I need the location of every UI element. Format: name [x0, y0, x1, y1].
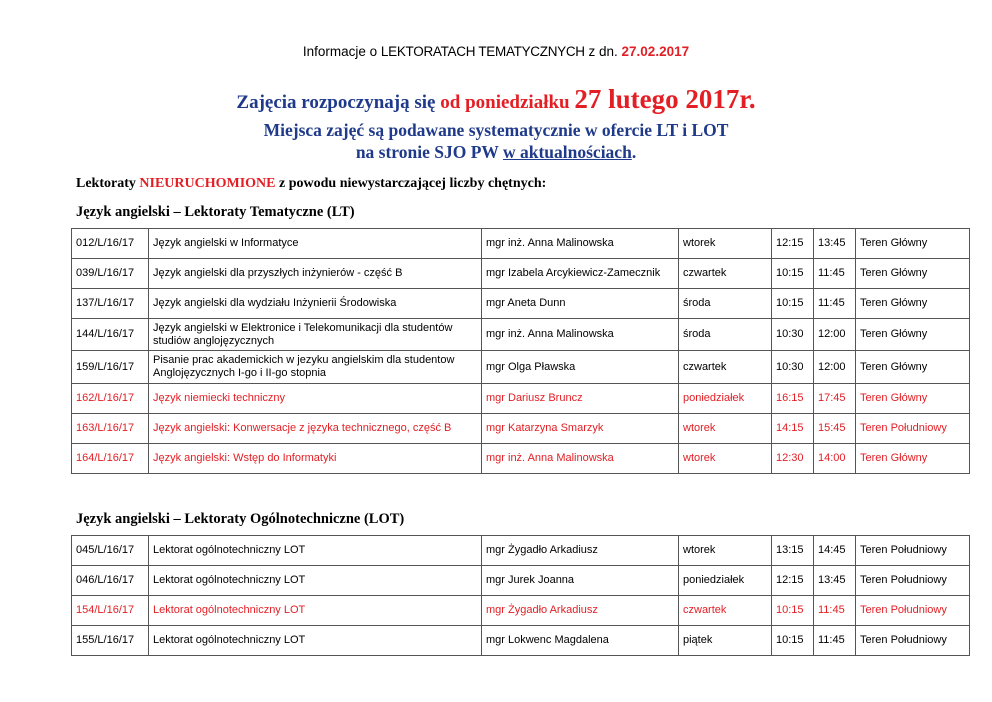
cell-end: 11:45: [814, 289, 856, 319]
table-row: [72, 229, 970, 259]
cell-teacher: mgr Żygadło Arkadiusz: [482, 596, 679, 626]
info-caps: LEKTORATACH TEMATYCZNYCH: [380, 44, 585, 59]
cell-code: 012/L/16/17: [72, 229, 149, 259]
cell-start: 12:30: [772, 444, 814, 474]
cell-start: 10:30: [772, 319, 814, 351]
cell-code: 039/L/16/17: [72, 259, 149, 289]
cell-day: wtorek: [679, 536, 772, 566]
cell-name: Język angielski: Konwersacje z języka technicznego, część B: [149, 414, 482, 444]
note-prefix: Lektoraty: [76, 176, 140, 191]
cell-end: 11:45: [814, 626, 856, 656]
cell-end: 17:45: [814, 384, 856, 414]
cell-place: Teren Południowy: [856, 536, 970, 566]
cell-code: 154/L/16/17: [72, 596, 149, 626]
cell-day: czwartek: [679, 259, 772, 289]
cell-teacher: mgr Lokwenc Magdalena: [482, 626, 679, 656]
table-row: [72, 444, 970, 474]
cell-teacher: mgr Jurek Joanna: [482, 566, 679, 596]
cell-end: 14:00: [814, 444, 856, 474]
cell-day: środa: [679, 289, 772, 319]
cell-teacher: mgr Dariusz Bruncz: [482, 384, 679, 414]
note-highlight: NIEURUCHOMIONE: [139, 176, 276, 191]
cell-place: Teren Główny: [856, 351, 970, 384]
cell-end: 13:45: [814, 229, 856, 259]
cell-place: Teren Główny: [856, 229, 970, 259]
cell-teacher: mgr Katarzyna Smarzyk: [482, 414, 679, 444]
cell-code: 137/L/16/17: [72, 289, 149, 319]
cell-place: Teren Południowy: [856, 626, 970, 656]
cell-name: Język niemiecki techniczny: [149, 384, 482, 414]
start-day: od poniedziałku: [440, 92, 575, 113]
cell-name: Lektorat ogólnotechniczny LOT: [149, 566, 482, 596]
cell-day: wtorek: [679, 414, 772, 444]
table-row: [72, 536, 970, 566]
cell-name: Pisanie prac akademickich w jezyku angielskim dla studentow Anglojęzycznych I-go i II-go stopnia: [149, 351, 482, 384]
cell-name: Lektorat ogólnotechniczny LOT: [149, 626, 482, 656]
cell-name: Język angielski dla wydziału Inżynierii Środowiska: [149, 289, 482, 319]
note-suffix: z powodu niewystarczającej liczby chętnych:: [275, 176, 547, 191]
info-date: 27.02.2017: [621, 44, 690, 59]
cell-place: Teren Główny: [856, 444, 970, 474]
cell-end: 11:45: [814, 259, 856, 289]
cell-start: 10:30: [772, 351, 814, 384]
cell-code: 163/L/16/17: [72, 414, 149, 444]
cell-place: Teren Południowy: [856, 566, 970, 596]
cell-name: Język angielski dla przyszłych inżynierów - część B: [149, 259, 482, 289]
table-row: [72, 351, 970, 384]
cell-end: 13:45: [814, 566, 856, 596]
table-row: [72, 289, 970, 319]
cell-start: 10:15: [772, 289, 814, 319]
cell-place: Teren Główny: [856, 289, 970, 319]
cell-name: Język angielski: Wstęp do Informatyki: [149, 444, 482, 474]
cell-name: Język angielski w Informatyce: [149, 229, 482, 259]
table-row: [72, 414, 970, 444]
lot-table: [71, 535, 970, 656]
start-date: 27 lutego 2017r.: [574, 84, 756, 114]
cell-place: Teren Główny: [856, 384, 970, 414]
cell-teacher: mgr Olga Pławska: [482, 351, 679, 384]
cell-start: 10:15: [772, 596, 814, 626]
cell-code: 164/L/16/17: [72, 444, 149, 474]
cell-name: Lektorat ogólnotechniczny LOT: [149, 596, 482, 626]
cell-code: 144/L/16/17: [72, 319, 149, 351]
cell-teacher: mgr inż. Anna Malinowska: [482, 319, 679, 351]
cell-start: 10:15: [772, 626, 814, 656]
cell-place: Teren Główny: [856, 319, 970, 351]
section-lt-title: Język angielski – Lektoraty Tematyczne (LT): [76, 204, 355, 220]
cell-day: piątek: [679, 626, 772, 656]
cell-code: 045/L/16/17: [72, 536, 149, 566]
cell-start: 12:15: [772, 229, 814, 259]
table-row: [72, 566, 970, 596]
cell-start: 10:15: [772, 259, 814, 289]
start-text: Zajęcia rozpoczynają się: [236, 92, 441, 113]
cell-place: Teren Główny: [856, 259, 970, 289]
website-dot: .: [631, 142, 637, 162]
places-info-line: Miejsca zajęć są podawane systematycznie w ofercie LT i LOT: [263, 120, 729, 140]
cell-place: Teren Południowy: [856, 414, 970, 444]
cell-day: poniedziałek: [679, 566, 772, 596]
cell-end: 12:00: [814, 319, 856, 351]
info-line: [0, 44, 992, 59]
website-line: [0, 142, 992, 163]
cell-code: 159/L/16/17: [72, 351, 149, 384]
cell-start: 14:15: [772, 414, 814, 444]
cancelled-note: [76, 176, 546, 192]
table-row: [72, 596, 970, 626]
section-lot-title: Język angielski – Lektoraty Ogólnotechniczne (LOT): [76, 511, 405, 527]
start-date-line: [0, 84, 992, 115]
cell-day: wtorek: [679, 444, 772, 474]
cell-place: Teren Południowy: [856, 596, 970, 626]
cell-day: środa: [679, 319, 772, 351]
cell-end: 14:45: [814, 536, 856, 566]
cell-start: 16:15: [772, 384, 814, 414]
info-mid: z dn.: [584, 44, 622, 59]
cell-day: czwartek: [679, 596, 772, 626]
cell-start: 12:15: [772, 566, 814, 596]
table-row: [72, 384, 970, 414]
website-text: na stronie SJO PW: [355, 142, 503, 162]
cell-teacher: mgr inż. Anna Malinowska: [482, 229, 679, 259]
table-row: [72, 626, 970, 656]
cell-teacher: mgr Izabela Arcykiewicz-Zamecznik: [482, 259, 679, 289]
cell-day: wtorek: [679, 229, 772, 259]
cell-code: 155/L/16/17: [72, 626, 149, 656]
info-prefix: Informacje o: [302, 44, 381, 59]
cell-name: Język angielski w Elektronice i Telekomunikacji dla studentów studiów anglojęzycznych: [149, 319, 482, 351]
cell-day: poniedziałek: [679, 384, 772, 414]
table-row: [72, 259, 970, 289]
cell-day: czwartek: [679, 351, 772, 384]
lt-table: [71, 228, 970, 474]
cell-end: 12:00: [814, 351, 856, 384]
table-row: [72, 319, 970, 351]
news-link[interactable]: w aktualnościach: [502, 142, 632, 162]
cell-code: 162/L/16/17: [72, 384, 149, 414]
cell-teacher: mgr inż. Anna Malinowska: [482, 444, 679, 474]
cell-end: 15:45: [814, 414, 856, 444]
cell-end: 11:45: [814, 596, 856, 626]
cell-teacher: mgr Żygadło Arkadiusz: [482, 536, 679, 566]
cell-teacher: mgr Aneta Dunn: [482, 289, 679, 319]
cell-code: 046/L/16/17: [72, 566, 149, 596]
cell-start: 13:15: [772, 536, 814, 566]
cell-name: Lektorat ogólnotechniczny LOT: [149, 536, 482, 566]
